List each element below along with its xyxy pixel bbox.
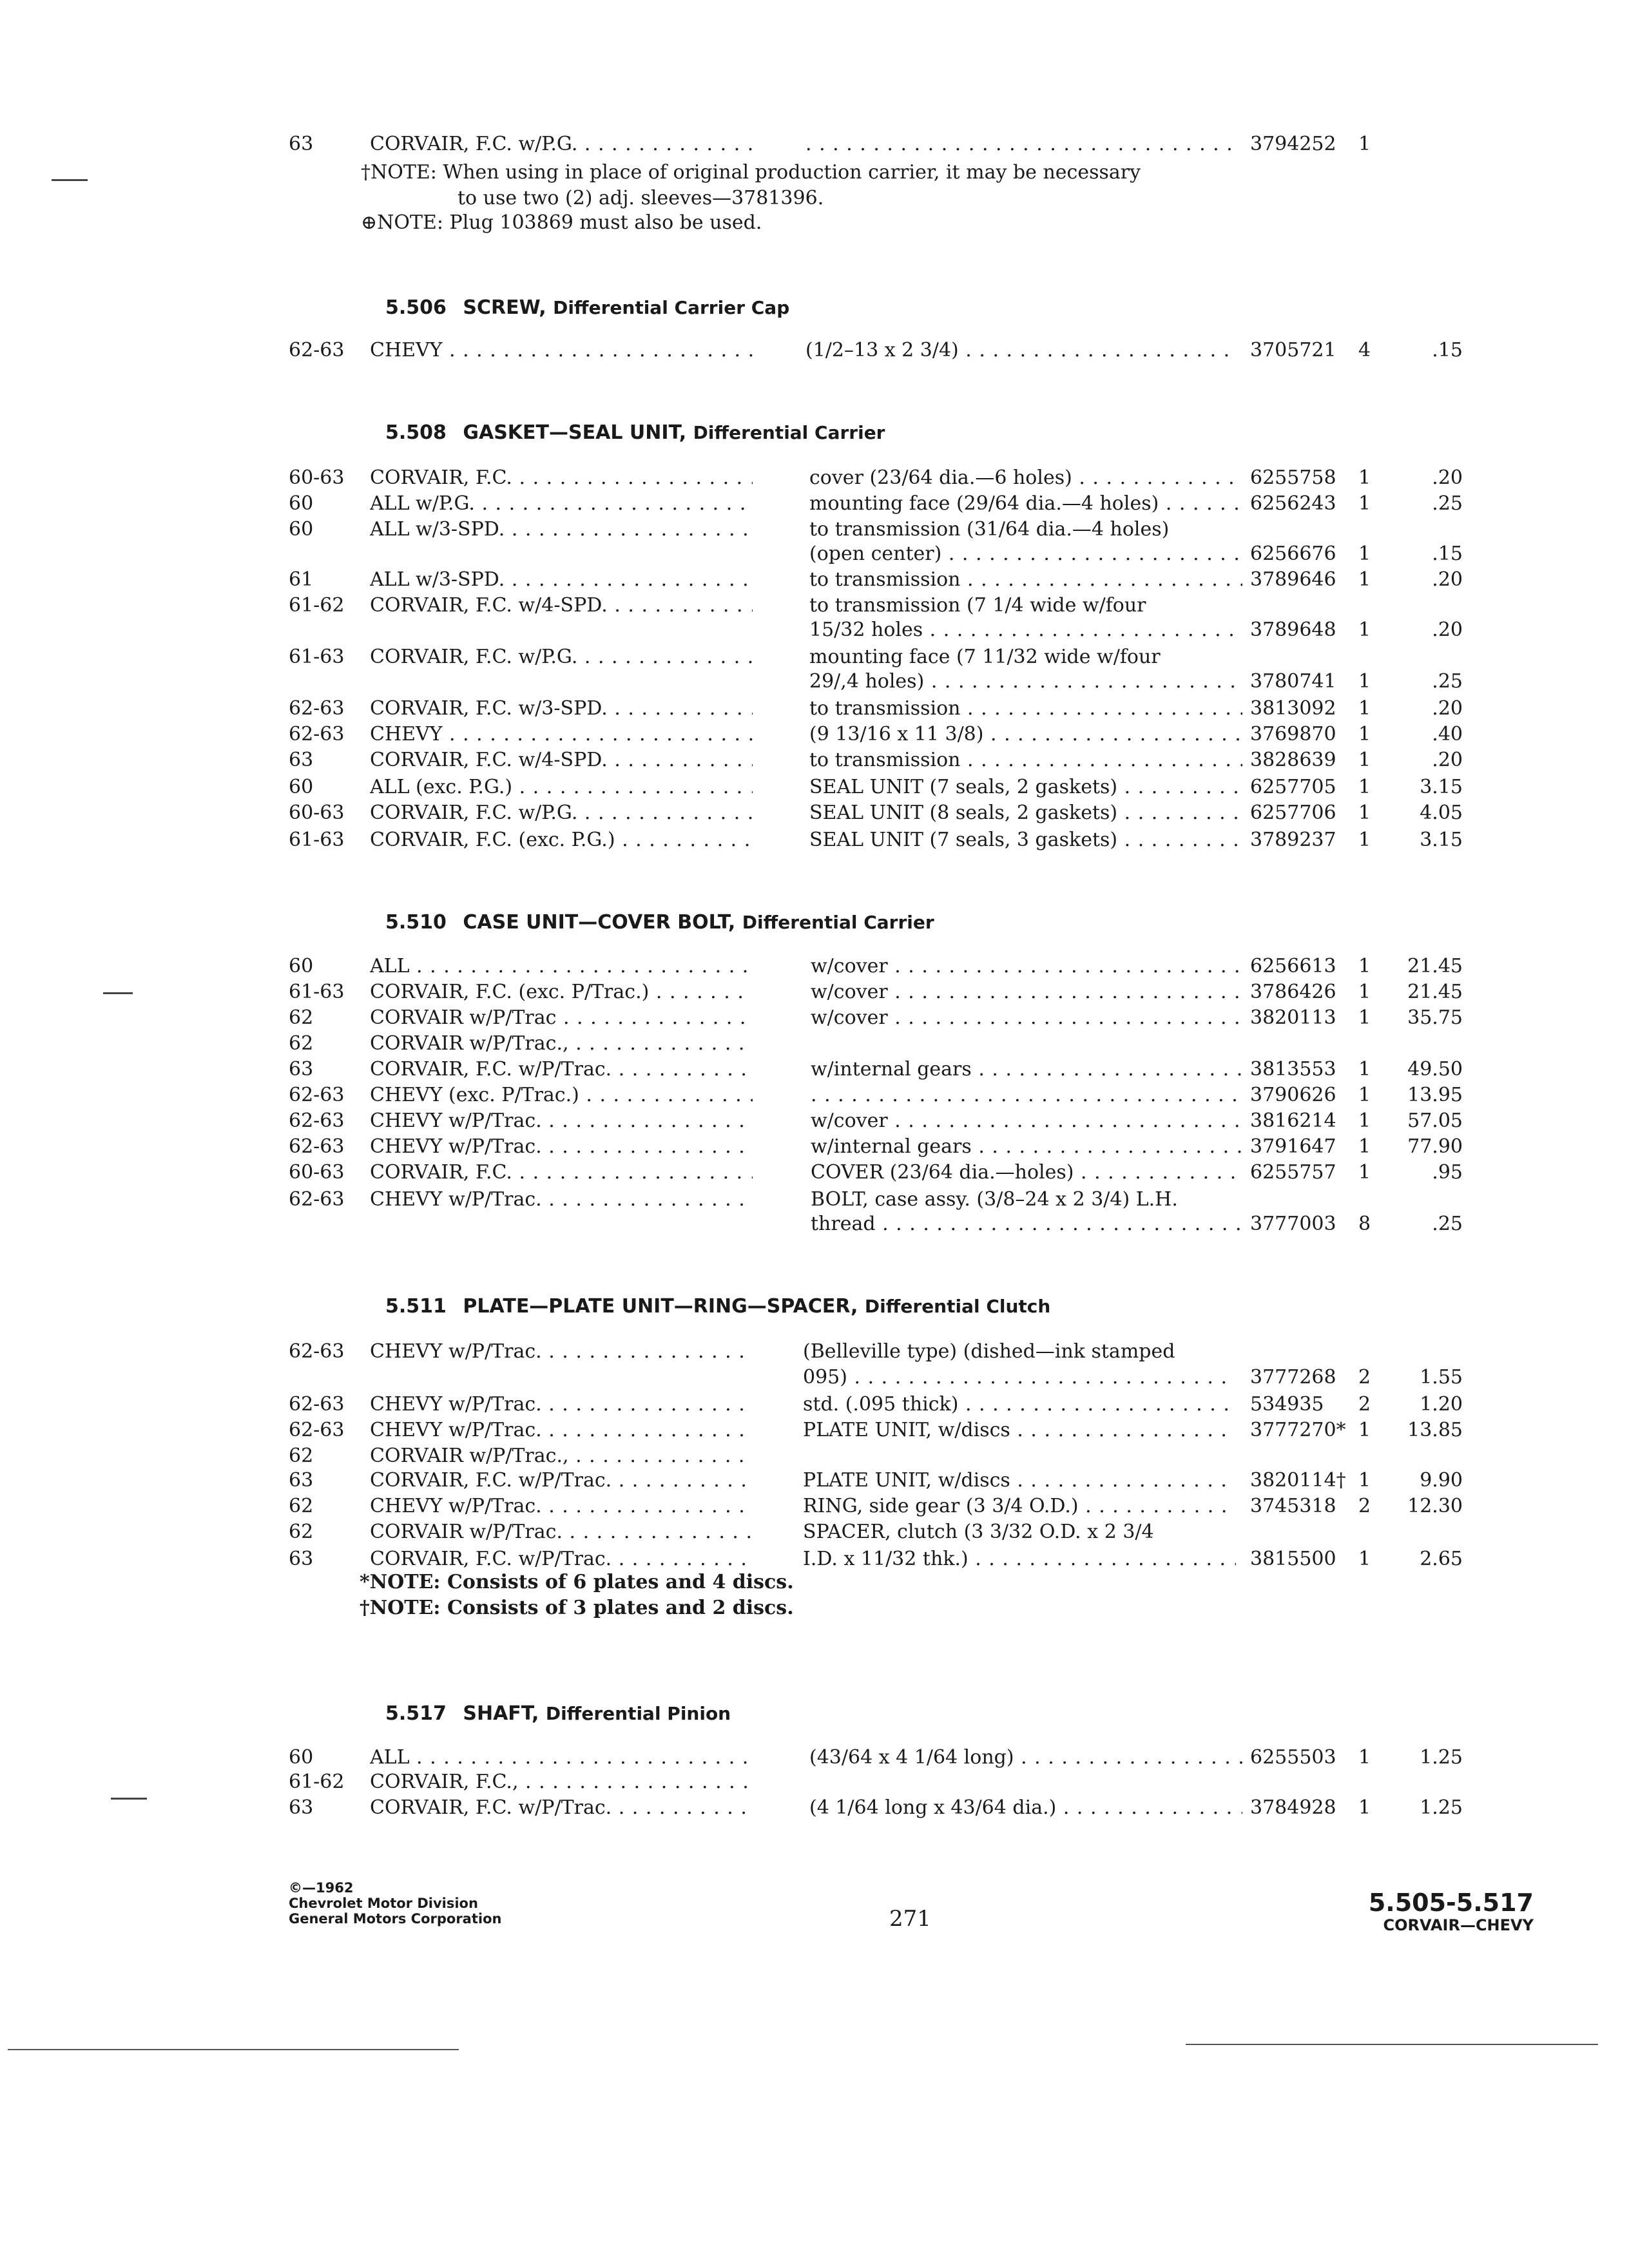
row-quantity: 1 [1358,1746,1371,1769]
section-number: 5.517 [385,1702,447,1725]
table-row [0,669,1629,697]
table-row [0,979,1629,1008]
row-quantity: 1 [1358,568,1371,591]
row-model: CORVAIR, F.C. (exc. P.G.) . . . [370,827,753,853]
row-part-number: 3786426 [1250,981,1336,1003]
row-year: 61-63 [289,646,345,668]
scan-mark [52,179,88,181]
section-number: 5.508 [385,421,447,444]
section-heading [385,295,789,321]
row-part-number: 3789237 [1250,829,1336,851]
row-year: 62-63 [289,1135,345,1158]
row-price: 13.95 [1407,1084,1463,1106]
row-description: 29/,4 holes) . . . [809,669,1242,695]
table-row [0,1005,1629,1033]
row-price: .40 [1432,723,1463,745]
row-quantity: 1 [1358,776,1371,798]
section-number: 5.510 [385,911,447,934]
row-quantity: 1 [1358,543,1371,565]
row-quantity: 1 [1358,1006,1371,1029]
row-description: to transmission . . . [809,567,1242,593]
row-quantity: 1 [1358,492,1371,515]
row-model: CORVAIR w/P/Trac., . . . [370,1443,753,1469]
row-price: .25 [1432,492,1463,515]
section-title: CASE UNIT—COVER BOLT, [463,911,736,934]
row-part-number: 3777268 [1250,1366,1336,1389]
row-year: 60 [289,518,314,541]
table-row [0,827,1629,856]
row-quantity: 1 [1358,1058,1371,1081]
row-description: 095) . . . [803,1365,1236,1390]
table-row [0,1365,1629,1393]
row-part-number: 3789646 [1250,568,1336,591]
row-part-number: 6256613 [1250,955,1336,977]
row-quantity: 1 [1358,1161,1371,1184]
section-subtitle: Differential Carrier [742,912,934,933]
row-year: 62-63 [289,1340,345,1363]
row-price: 49.50 [1407,1058,1463,1081]
table-row [0,800,1629,829]
row-year: 63 [289,1469,314,1492]
table-row [0,617,1629,646]
row-quantity: 1 [1358,802,1371,824]
table-row [0,1795,1629,1823]
row-description: PLATE UNIT, w/discs . . . [803,1418,1236,1443]
row-part-number: 3705721 [1250,339,1336,361]
section-title: GASKET—SEAL UNIT, [463,421,687,444]
row-description: mounting face (29/64 dia.—4 holes) . . . [809,491,1242,517]
row-description: (1/2–13 x 2 3/4) . . . [805,338,1239,363]
row-quantity: 1 [1358,1135,1371,1158]
row-model: ALL . . . [370,1745,753,1771]
row-year: 61-63 [289,829,345,851]
table-row [0,541,1629,570]
table-row [0,1031,1629,1059]
row-model: CORVAIR, F.C. w/P/Trac. . . . [370,1795,753,1821]
row-quantity: 8 [1358,1213,1371,1235]
row-price: 13.85 [1407,1419,1463,1441]
footer-division: Chevrolet Motor Division [289,1896,478,1911]
footer-models: CORVAIR—CHEVY [1383,1916,1534,1934]
row-model: CHEVY w/P/Trac. . . . [370,1134,753,1160]
row-quantity: 1 [1358,749,1371,771]
row-part-number: 3816214 [1250,1110,1336,1132]
row-model: CORVAIR, F.C. w/P/Trac. . . . [370,1546,753,1572]
row-year: 62 [289,1032,314,1055]
row-description: to transmission . . . [809,696,1242,722]
table-row [0,954,1629,982]
row-model: CORVAIR, F.C. w/P/Trac. . . . [370,1468,753,1494]
row-year: 62 [289,1006,314,1029]
row-description: SEAL UNIT (7 seals, 3 gaskets) . . . [809,827,1242,853]
row-year: 63 [289,1796,314,1819]
row-year: 63 [289,749,314,771]
row-quantity: 1 [1358,133,1371,155]
row-description: PLATE UNIT, w/discs . . . [803,1468,1236,1494]
row-year: 63 [289,1548,314,1570]
table-row [0,1211,1629,1240]
row-year: 60 [289,955,314,977]
row-year: 60 [289,492,314,515]
row-model: CORVAIR, F.C. w/P.G. . . . [370,131,753,157]
scan-line [8,2049,459,2050]
row-description: (open center) . . . [809,541,1242,567]
row-price: 21.45 [1407,955,1463,977]
row-description: (43/64 x 4 1/64 long) . . . [809,1745,1242,1771]
row-year: 60-63 [289,802,345,824]
row-price: 1.55 [1420,1366,1463,1389]
row-description: w/cover . . . [811,979,1244,1005]
table-row [0,1519,1629,1548]
section-heading [385,1701,731,1727]
row-description: BOLT, case assy. (3/8–24 x 2 3/4) L.H. [811,1188,1178,1211]
note-line: †NOTE: When using in place of original production carrier, it may be necessary [361,161,1141,184]
row-quantity: 1 [1358,697,1371,720]
footer-section-range: 5.505-5.517 [1368,1888,1534,1917]
row-description: std. (.095 thick) . . . [803,1392,1236,1418]
row-quantity: 4 [1358,339,1371,361]
row-year: 60-63 [289,466,345,489]
row-model: CHEVY w/P/Trac. . . . [370,1187,753,1213]
row-price: 1.25 [1420,1796,1463,1819]
row-quantity: 1 [1358,1796,1371,1819]
row-model: CORVAIR, F.C. w/P.G. . . . [370,800,753,826]
row-year: 63 [289,133,314,155]
row-description: w/internal gears . . . [811,1057,1244,1082]
table-row [0,1468,1629,1496]
row-year: 62-63 [289,1188,345,1211]
row-part-number: 3794252 [1250,133,1336,155]
row-part-number: 3813092 [1250,697,1336,720]
note-line: ⊕NOTE: Plug 103869 must also be used. [361,211,762,234]
row-description: w/cover . . . [811,954,1244,979]
row-part-number: 3780741 [1250,670,1336,693]
row-year: 63 [289,1058,314,1081]
row-year: 61-62 [289,1771,345,1793]
row-model: ALL w/P.G. . . . [370,491,753,517]
row-description [811,1082,1244,1108]
row-quantity: 1 [1358,955,1371,977]
row-part-number: 6257705 [1250,776,1336,798]
row-model: CORVAIR w/P/Trac . . . [370,1005,753,1031]
row-part-number: 3813553 [1250,1058,1336,1081]
table-row [0,567,1629,595]
row-year: 62-63 [289,339,345,361]
row-part-number: 3789648 [1250,619,1336,641]
row-model: CORVAIR, F.C. . . . [370,1160,753,1186]
section-subtitle: Differential Carrier [693,422,885,443]
row-model: CHEVY . . . [370,722,753,747]
note-line: *NOTE: Consists of 6 plates and 4 discs. [360,1571,794,1593]
table-row [0,774,1629,803]
row-quantity: 1 [1358,1110,1371,1132]
row-model: CHEVY w/P/Trac. . . . [370,1108,753,1134]
row-description: thread . . . [811,1211,1244,1237]
row-model: CORVAIR, F.C. . . . [370,465,753,491]
table-row [0,491,1629,519]
row-quantity: 1 [1358,670,1371,693]
row-description: 15/32 holes . . . [809,617,1242,643]
row-description: SEAL UNIT (8 seals, 2 gaskets) . . . [809,800,1242,826]
row-quantity: 2 [1358,1393,1371,1416]
section-number: 5.506 [385,296,447,319]
row-part-number: 6256676 [1250,543,1336,565]
row-part-number: 3769870 [1250,723,1336,745]
row-description: w/cover . . . [811,1005,1244,1031]
row-part-number: 3790626 [1250,1084,1336,1106]
row-description: COVER (23/64 dia.—holes) . . . [811,1160,1244,1186]
table-row [0,1134,1629,1162]
row-price: 57.05 [1407,1110,1463,1132]
table-row [0,131,1629,160]
row-description: to transmission (7 1/4 wide w/four [809,594,1146,617]
section-heading [385,910,934,936]
row-part-number: 3820114† [1250,1469,1346,1492]
row-model: ALL . . . [370,954,753,979]
row-price: .20 [1432,749,1463,771]
row-year: 61-63 [289,981,345,1003]
section-subtitle: Differential Clutch [864,1296,1051,1317]
row-description: (Belleville type) (dished—ink stamped [803,1340,1175,1363]
row-model: CHEVY (exc. P/Trac.) . . . [370,1082,753,1108]
row-year: 62-63 [289,1110,345,1132]
row-model: CORVAIR, F.C. w/4-SPD. . . . [370,747,753,773]
row-year: 61-62 [289,594,345,617]
row-model: CHEVY w/P/Trac. . . . [370,1392,753,1418]
row-price: 35.75 [1407,1006,1463,1029]
row-price: 9.90 [1420,1469,1463,1492]
row-price: .15 [1432,339,1463,361]
row-quantity: 1 [1358,1469,1371,1492]
table-row [0,747,1629,776]
row-part-number: 3784928 [1250,1796,1336,1819]
row-part-number: 3815500 [1250,1548,1336,1570]
scan-mark [111,1798,147,1800]
row-price: 12.30 [1407,1495,1463,1517]
row-description: w/internal gears . . . [811,1134,1244,1160]
footer-copyright: ©—1962 [289,1880,354,1896]
row-price: .20 [1432,568,1463,591]
row-part-number: 6255757 [1250,1161,1336,1184]
row-part-number: 3777270* [1250,1419,1346,1441]
row-price: 77.90 [1407,1135,1463,1158]
row-year: 62-63 [289,1084,345,1106]
table-row [0,1339,1629,1367]
table-row [0,465,1629,494]
note-line: †NOTE: Consists of 3 plates and 2 discs. [360,1597,794,1619]
row-year: 62-63 [289,723,345,745]
row-model: CORVAIR w/P/Trac. . . . [370,1519,753,1545]
row-price: .15 [1432,543,1463,565]
row-year: 62 [289,1445,314,1467]
row-description [805,131,1239,157]
table-row [0,1108,1629,1137]
row-model: CORVAIR, F.C. w/4-SPD. . . . [370,593,753,619]
footer-copyright-block [289,1880,501,1927]
row-model: CHEVY w/P/Trac. . . . [370,1418,753,1443]
row-quantity: 1 [1358,1419,1371,1441]
row-quantity: 1 [1358,1548,1371,1570]
row-quantity: 1 [1358,619,1371,641]
row-part-number: 6255758 [1250,466,1336,489]
table-row [0,1057,1629,1085]
row-quantity: 2 [1358,1366,1371,1389]
section-subtitle: Differential Pinion [545,1703,731,1724]
row-part-number: 3791647 [1250,1135,1336,1158]
row-part-number: 6255503 [1250,1746,1336,1769]
row-model: ALL w/3-SPD. . . . [370,517,753,543]
row-quantity: 1 [1358,466,1371,489]
row-price: 1.25 [1420,1746,1463,1769]
row-price: .25 [1432,1213,1463,1235]
table-row [0,1769,1629,1798]
row-part-number: 3828639 [1250,749,1336,771]
row-model: ALL w/3-SPD. . . . [370,567,753,593]
row-description: cover (23/64 dia.—6 holes) . . . [809,465,1242,491]
row-model: ALL (exc. P.G.) . . . [370,774,753,800]
section-title: SHAFT, [463,1702,539,1725]
row-price: 2.65 [1420,1548,1463,1570]
row-year: 60-63 [289,1161,345,1184]
row-description: SEAL UNIT (7 seals, 2 gaskets) . . . [809,774,1242,800]
row-model: CORVAIR, F.C. w/P/Trac. . . . [370,1057,753,1082]
row-model: CORVAIR, F.C., . . . [370,1769,753,1795]
row-description: I.D. x 11/32 thk.) . . . [803,1546,1236,1572]
row-model: CHEVY . . . [370,338,753,363]
section-heading [385,1294,1050,1320]
table-row [0,696,1629,724]
row-description: w/cover . . . [811,1108,1244,1134]
row-description: (9 13/16 x 11 3/8) . . . [809,722,1242,747]
row-year: 60 [289,1746,314,1769]
row-year: 62-63 [289,697,345,720]
row-description: to transmission (31/64 dia.—4 holes) [809,518,1170,541]
scan-mark [103,992,133,994]
row-description: SPACER, clutch (3 3/32 O.D. x 2 3/4 [803,1521,1154,1543]
table-row [0,1546,1629,1575]
row-description: (4 1/64 long x 43/64 dia.) . . . [809,1795,1242,1821]
row-model: CHEVY w/P/Trac. . . . [370,1339,753,1365]
row-price: 1.20 [1420,1393,1463,1416]
page-number: 271 [889,1906,931,1932]
row-quantity: 2 [1358,1495,1371,1517]
row-quantity: 1 [1358,981,1371,1003]
row-quantity: 1 [1358,829,1371,851]
table-row [0,1082,1629,1111]
row-price: .20 [1432,466,1463,489]
row-part-number: 3777003 [1250,1213,1336,1235]
row-price: 3.15 [1420,829,1463,851]
row-model: CORVAIR, F.C. (exc. P/Trac.) . . . [370,979,753,1005]
row-model: CORVAIR, F.C. w/P.G. . . . [370,644,753,670]
section-number: 5.511 [385,1295,447,1318]
row-price: .95 [1432,1161,1463,1184]
footer-section-block [1369,1889,1534,1934]
row-year: 60 [289,776,314,798]
table-row [0,1418,1629,1446]
row-part-number: 6256243 [1250,492,1336,515]
row-price: 4.05 [1420,802,1463,824]
row-price: 21.45 [1407,981,1463,1003]
row-part-number: 3745318 [1250,1495,1336,1517]
scan-line [1186,2044,1598,2045]
row-price: .25 [1432,670,1463,693]
row-model: CORVAIR, F.C. w/3-SPD. . . . [370,696,753,722]
section-heading [385,420,885,446]
row-year: 62 [289,1495,314,1517]
row-model: CHEVY w/P/Trac. . . . [370,1494,753,1519]
row-year: 62-63 [289,1393,345,1416]
table-row [0,1392,1629,1420]
section-title: SCREW, [463,296,546,319]
row-price: 3.15 [1420,776,1463,798]
table-row [0,338,1629,366]
row-part-number: 534935 [1250,1393,1324,1416]
row-description: RING, side gear (3 3/4 O.D.) . . . [803,1494,1236,1519]
row-quantity: 1 [1358,723,1371,745]
footer-corporation: General Motors Corporation [289,1911,502,1927]
row-year: 62 [289,1521,314,1543]
row-year: 62-63 [289,1419,345,1441]
row-year: 61 [289,568,314,591]
row-description: to transmission . . . [809,747,1242,773]
section-subtitle: Differential Carrier Cap [553,297,790,318]
row-part-number: 3820113 [1250,1006,1336,1029]
section-title: PLATE—PLATE UNIT—RING—SPACER, [463,1295,858,1318]
row-quantity: 1 [1358,1084,1371,1106]
note-line: to use two (2) adj. sleeves—3781396. [458,187,824,209]
table-row [0,1160,1629,1188]
table-row [0,722,1629,750]
row-price: .20 [1432,697,1463,720]
table-row [0,1494,1629,1522]
row-price: .20 [1432,619,1463,641]
row-model: CORVAIR w/P/Trac., . . . [370,1031,753,1057]
row-description: mounting face (7 11/32 wide w/four [809,646,1161,668]
row-part-number: 6257706 [1250,802,1336,824]
